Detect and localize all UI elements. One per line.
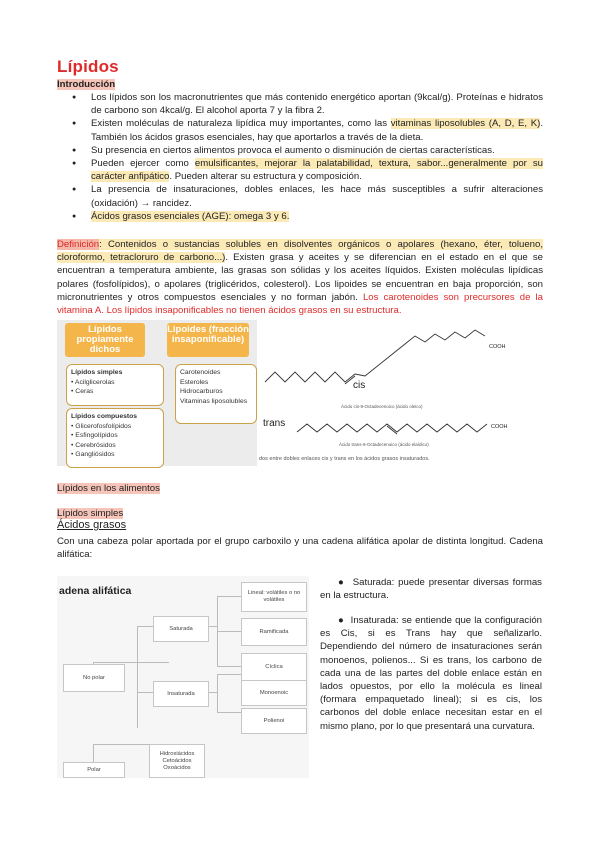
line-ins-vert	[217, 674, 218, 712]
node-polar: Polar	[63, 762, 125, 778]
intro-bullet-2	[57, 117, 543, 143]
line-np-h	[93, 662, 169, 663]
saturada-text	[320, 576, 542, 602]
caption-trans: Ácido trans-9-Octadecenoico (ácido elaídico)	[339, 442, 429, 447]
fatty-acids-paragraph: Con una cabeza polar aportada por el grupo carboxilo y una cadena alifática apolar de distinta longitud. Cadena alifática:	[57, 536, 543, 561]
node-saturada: Saturada	[153, 616, 209, 642]
intro-b6-hl: Ácidos grasos esenciales (AGE): omega 3 y 6.	[91, 210, 290, 222]
saturada-bullet: ●	[338, 577, 353, 588]
saturada-desc: Saturada: puede presentar diversas formas en la estructura.	[320, 577, 542, 602]
intro-bullet-6	[57, 210, 543, 223]
compound-item-4: • Gangliósidos	[71, 451, 115, 458]
foods-heading	[57, 482, 160, 495]
header-lipidos-propiamente-dichos: Lípidos propiamente dichos	[65, 323, 145, 357]
node-insaturada: Insaturada	[153, 681, 209, 707]
line-polar-h	[93, 744, 149, 745]
lipoid-item-1: Carotenoides	[180, 369, 221, 376]
node-polar-items: Hidroxiácidos Cetoácidos Oxoácidos	[149, 744, 205, 778]
trans-label: trans	[263, 418, 286, 429]
page-title: Lípidos	[57, 57, 119, 76]
intro-b2-post: . También los ácidos grasos esenciales, hay que aportarlos a través de la dieta.	[91, 118, 543, 143]
line-to-saturada	[137, 626, 153, 627]
intro-bullet-5: ● La presencia de insaturaciones, dobles enlaces, les hace más susceptibles a sufrir alteraciones (oxidación) → rancidez.	[57, 183, 543, 209]
cooh-cis: COOH	[489, 344, 506, 350]
line-n3	[217, 666, 241, 667]
trans-chain	[297, 424, 487, 432]
cis-chain	[265, 330, 485, 382]
definition-paragraph	[57, 238, 543, 317]
intro-b2-hl: vitaminas liposolubles (A, D, E, K)	[390, 118, 541, 130]
node-ramificada: Ramificada	[241, 618, 307, 646]
line-to-insaturada	[137, 692, 153, 693]
compound-item-3: • Cerebrósidos	[71, 441, 116, 449]
aliphatic-chain-diagram	[57, 576, 309, 778]
figure-lipid-classification	[57, 320, 543, 466]
line-np-vert	[137, 626, 138, 728]
definition-red-text: Los carotenoides son precursores de la vitamina A. Los lípidos insaponificables no tienen ácidos grasos en su estructura.	[57, 291, 543, 317]
line-n4	[217, 674, 241, 675]
simple-item-1: • Acilglicerolas	[71, 378, 115, 386]
insaturada-text	[320, 614, 542, 733]
definition-highlight: : Contenidos o sustancias solubles en disolventes orgánicos o apolares (hexano, éter, tolueno, cloroformo, tetracloruro de carbono...)	[57, 239, 543, 264]
diagram-title: adena alifática	[59, 585, 132, 597]
intro-list	[57, 91, 543, 223]
lipoid-item-2: Esteroles	[180, 378, 209, 386]
cooh-trans: COOH	[491, 424, 508, 430]
intro-b4-hl: emulsificantes, mejorar la palatabilidad, textura, sabor...generalmente por su carácter anfipático	[91, 158, 544, 183]
simple-title: Lípidos simples	[71, 369, 123, 376]
intro-bullet-3: ● Su presencia en ciertos alimentos provoca el aumento o disminución de ciertas características.	[57, 144, 543, 157]
caption-cis: Ácido cis-9-Octadecenoico (ácido oleico)	[341, 404, 423, 409]
node-polienoi: Polienoi	[241, 708, 307, 734]
intro-bullet-4	[57, 157, 543, 183]
node-monoenoic: Monoenoic	[241, 680, 307, 706]
line-n1	[217, 596, 241, 597]
header-lipoides: Lipoides (fracción insaponificable)	[167, 323, 249, 357]
line-n5	[217, 712, 241, 713]
definition-body: . Existen grasa y aceites y se diferencian en el estado en el que se encuentran a temperatura ambiente, las grasas son sólidas y los aceites líquidos. Existen moléculas lipídicas polares (fosfolípidos), o apolares (triglicéridos, colesterol). Los lipoides se encuentran en baja proporción, son micronutrientes y otros compuestos esenciales y no forman jabón.	[57, 252, 543, 303]
insaturada-desc: Insaturada: se entiende que la configuración es Cis, si es Trans hay que señalizarlo. Dependiendo del número de insaturaciones serán monoenos, polienos... Si es trans, los carbono de cada una de las partes del doble enlace están en lados opuestos, por ello la molécula es lineal (formara empaquetado lineal); si es cis, los carbonos del doble enlace necesitan estar en el mismo plano, por lo que presentará una curvatura.	[320, 615, 542, 732]
node-no-polar: No polar	[63, 664, 125, 692]
line-n2	[217, 631, 241, 632]
cis-label: cis	[353, 380, 366, 391]
insaturada-bullet: ●	[338, 615, 351, 626]
node-lineal: Lineal: volátiles o no volátiles	[241, 582, 307, 612]
box-lipidos-compuestos	[66, 408, 164, 468]
compound-item-1: • Glicerofosfolípidos	[71, 422, 132, 430]
compound-item-2: • Esfingolípidos	[71, 432, 118, 439]
compound-title: Lípidos compuestos	[71, 413, 138, 420]
figure-bottom-caption: dos entre dobles enlaces cis y trans en los ácidos grasos insaturados.	[259, 456, 430, 462]
box-lipidos-simples	[66, 364, 164, 406]
intro-bullet-1: ● Los lípidos son los macronutrientes que más contenido energético aportan (9kcal/g). Proteínas e hidratos de carbono son 4kcal/g. El alcohol aporta 7 y la fibra 2.	[57, 91, 543, 117]
simple-item-2: • Ceras	[71, 388, 94, 395]
foods-heading-text: Lípidos en los alimentos	[57, 483, 160, 494]
intro-b2-pre: Existen moléculas de naturaleza lipídica muy importantes, como las	[91, 118, 391, 130]
node-ciclica: Cíclica	[241, 653, 307, 681]
intro-b4-pre: Pueden ejercer como	[91, 158, 195, 170]
lipoid-item-3: Hidrocarburos	[180, 388, 223, 395]
simple-lipids-text: Lípidos simples	[57, 508, 124, 519]
box-lipoides	[175, 364, 257, 424]
intro-b4-post: . Pueden alterar su estructura y composición.	[169, 171, 362, 183]
intro-heading-text: Introducción	[57, 79, 116, 90]
definition-label: Definición	[57, 239, 100, 250]
intro-heading	[57, 78, 115, 91]
lipoid-item-4: Vitaminas liposolubles	[180, 397, 248, 405]
line-polar-up	[93, 744, 94, 762]
fatty-acids-heading: Ácidos grasos	[57, 519, 127, 531]
